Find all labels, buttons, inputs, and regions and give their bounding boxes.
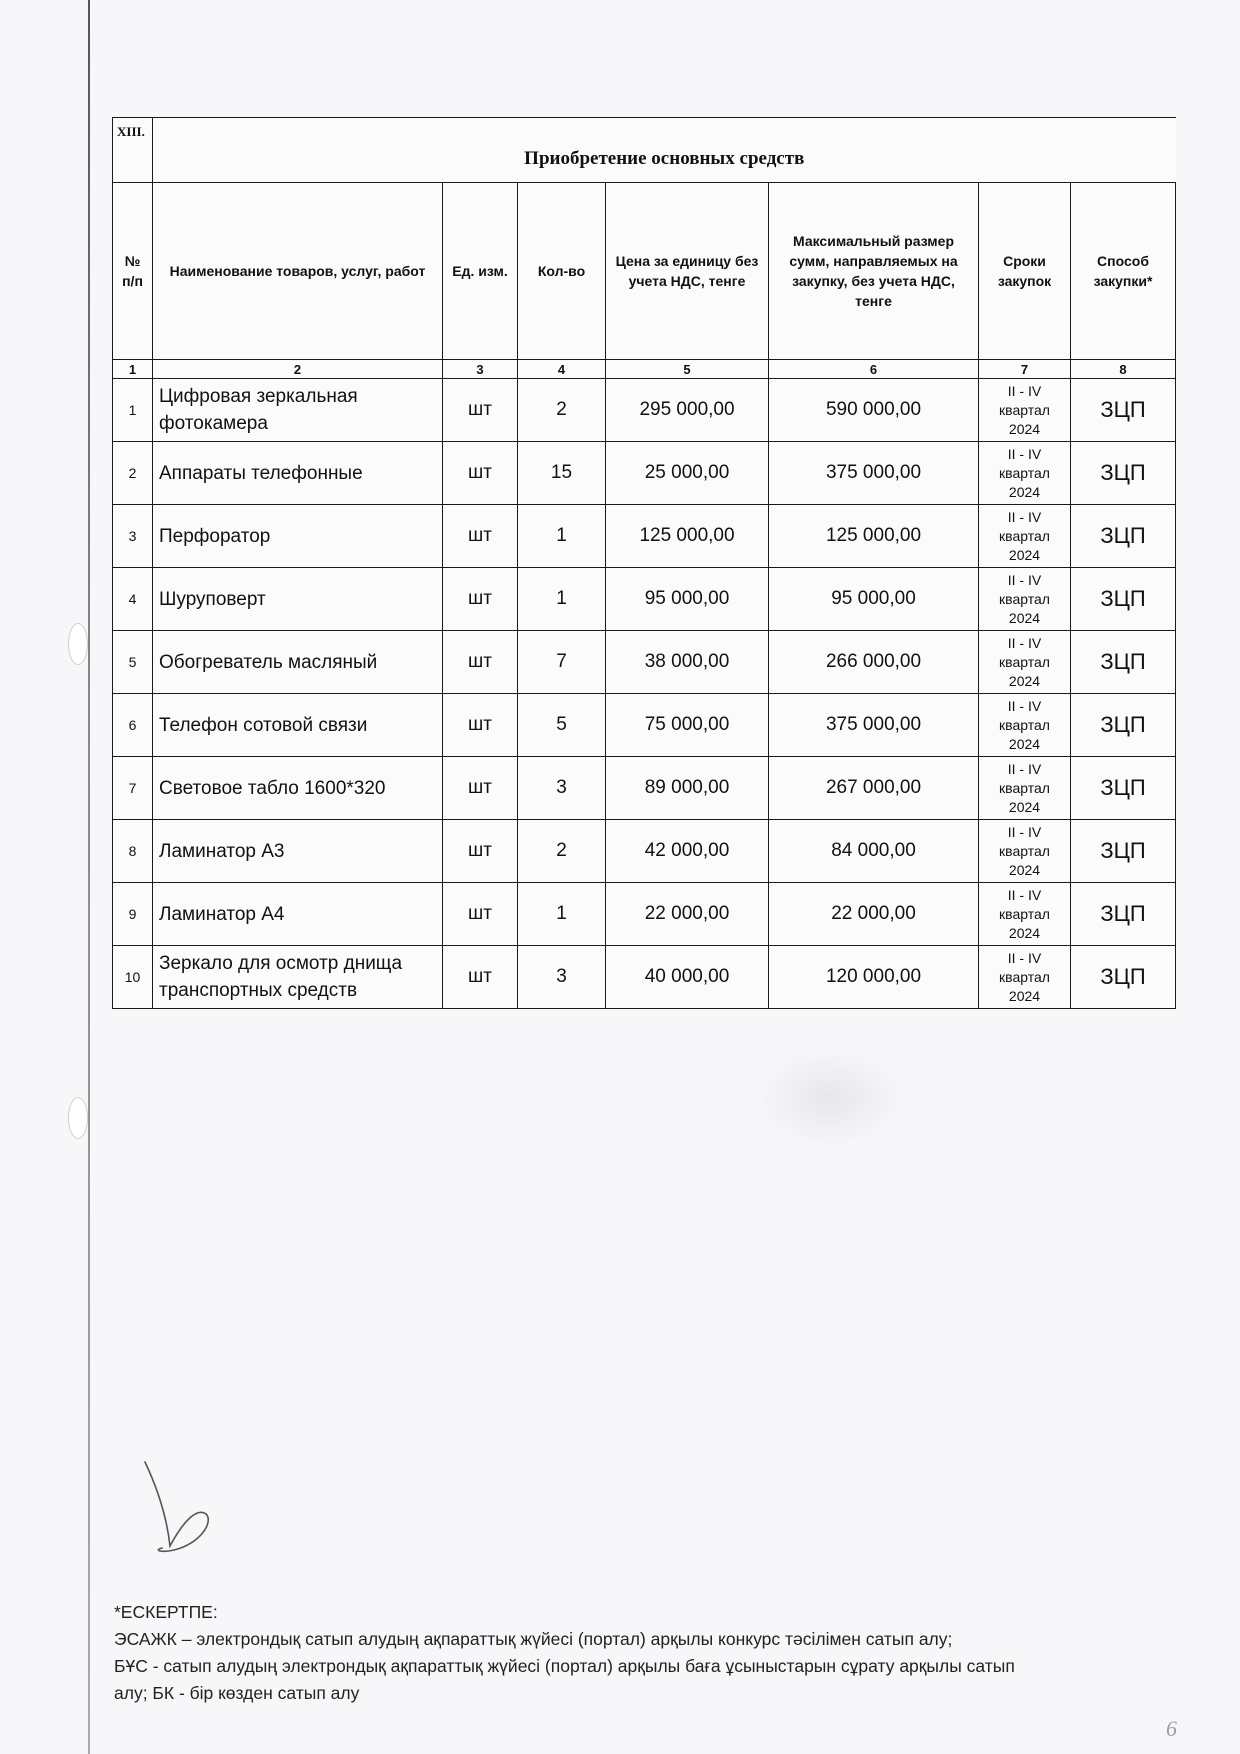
table-row [113,694,1176,757]
procurement-period: II - IV квартал 2024 [979,820,1071,883]
column-number-row [113,360,1176,379]
procurement-table [112,117,1176,1009]
unit: шт [443,946,518,1009]
quantity: 3 [518,757,606,820]
unit: шт [443,505,518,568]
column-header: Способ закупки* [1071,183,1176,360]
column-number: 8 [1071,360,1176,379]
quantity: 7 [518,631,606,694]
row-number: 4 [113,568,153,631]
signature [140,1458,250,1568]
unit: шт [443,568,518,631]
quantity: 15 [518,442,606,505]
row-number: 10 [113,946,153,1009]
item-name: Световое табло 1600*320 [153,757,443,820]
unit-price: 295 000,00 [606,379,769,442]
quantity: 5 [518,694,606,757]
column-number: 7 [979,360,1071,379]
unit-price: 89 000,00 [606,757,769,820]
procurement-method: ЗЦП [1071,946,1176,1009]
row-number: 8 [113,820,153,883]
unit-price: 40 000,00 [606,946,769,1009]
procurement-method: ЗЦП [1071,757,1176,820]
item-name: Перфоратор [153,505,443,568]
quantity: 1 [518,505,606,568]
column-header: № п/п [113,183,153,360]
quantity: 2 [518,820,606,883]
unit: шт [443,442,518,505]
unit: шт [443,820,518,883]
item-name: Ламинатор А3 [153,820,443,883]
procurement-period: II - IV квартал 2024 [979,442,1071,505]
unit: шт [443,757,518,820]
procurement-method: ЗЦП [1071,694,1176,757]
column-number: 4 [518,360,606,379]
procurement-period: II - IV квартал 2024 [979,568,1071,631]
procurement-method: ЗЦП [1071,505,1176,568]
unit-price: 38 000,00 [606,631,769,694]
footnote-line: алу; БК - бір көзден сатып алу [114,1683,360,1703]
footnote [114,1599,1124,1707]
procurement-period: II - IV квартал 2024 [979,883,1071,946]
row-number: 3 [113,505,153,568]
section-row [113,118,1176,183]
total-amount: 375 000,00 [769,442,979,505]
total-amount: 375 000,00 [769,694,979,757]
row-number: 2 [113,442,153,505]
procurement-period: II - IV квартал 2024 [979,694,1071,757]
item-name: Аппараты телефонные [153,442,443,505]
procurement-method: ЗЦП [1071,568,1176,631]
total-amount: 120 000,00 [769,946,979,1009]
table-row [113,946,1176,1009]
table-row [113,883,1176,946]
quantity: 1 [518,568,606,631]
item-name: Ламинатор А4 [153,883,443,946]
unit: шт [443,631,518,694]
column-header: Наименование товаров, услуг, работ [153,183,443,360]
total-amount: 125 000,00 [769,505,979,568]
row-number: 1 [113,379,153,442]
faded-stamp [755,1048,905,1148]
total-amount: 266 000,00 [769,631,979,694]
column-number: 5 [606,360,769,379]
column-header: Сроки закупок [979,183,1071,360]
column-number: 1 [113,360,153,379]
unit: шт [443,883,518,946]
column-number: 6 [769,360,979,379]
table-row [113,505,1176,568]
procurement-method: ЗЦП [1071,820,1176,883]
footnote-title: *ЕСКЕРТПЕ: [114,1602,218,1622]
table-row [113,757,1176,820]
item-name: Телефон сотовой связи [153,694,443,757]
procurement-method: ЗЦП [1071,379,1176,442]
table-row [113,631,1176,694]
header-row [113,183,1176,360]
column-number: 2 [153,360,443,379]
total-amount: 84 000,00 [769,820,979,883]
procurement-method: ЗЦП [1071,883,1176,946]
row-number: 5 [113,631,153,694]
column-header: Ед. изм. [443,183,518,360]
footnote-line: БҰС - сатып алудың электрондық ақпараттық жүйесі (портал) арқылы баға ұсыныстарын сұрату арқылы сатып [114,1656,1015,1676]
total-amount: 22 000,00 [769,883,979,946]
procurement-period: II - IV квартал 2024 [979,946,1071,1009]
column-header: Цена за единицу без учета НДС, тенге [606,183,769,360]
column-header: Кол-во [518,183,606,360]
quantity: 2 [518,379,606,442]
unit-price: 25 000,00 [606,442,769,505]
procurement-period: II - IV квартал 2024 [979,505,1071,568]
total-amount: 590 000,00 [769,379,979,442]
item-name: Зеркало для осмотр днища транспортных средств [153,946,443,1009]
unit-price: 95 000,00 [606,568,769,631]
section-title: Приобретение основных средств [153,118,1176,183]
procurement-period: II - IV квартал 2024 [979,757,1071,820]
procurement-method: ЗЦП [1071,631,1176,694]
unit: шт [443,379,518,442]
table-row [113,820,1176,883]
unit: шт [443,694,518,757]
page-edge [88,0,90,1754]
binder-hole [68,623,88,665]
table-row [113,568,1176,631]
quantity: 3 [518,946,606,1009]
procurement-method: ЗЦП [1071,442,1176,505]
unit-price: 75 000,00 [606,694,769,757]
footnote-line: ЭСАЖК – электрондық сатып алудың ақпараттық жүйесі (портал) арқылы конкурс тәсілімен сатып алу; [114,1629,953,1649]
total-amount: 267 000,00 [769,757,979,820]
unit-price: 42 000,00 [606,820,769,883]
quantity: 1 [518,883,606,946]
column-number: 3 [443,360,518,379]
section-number: XIII. [113,118,153,183]
item-name: Шуруповерт [153,568,443,631]
binder-hole [68,1097,88,1139]
row-number: 6 [113,694,153,757]
unit-price: 22 000,00 [606,883,769,946]
item-name: Цифровая зеркальная фотокамера [153,379,443,442]
table-row [113,442,1176,505]
item-name: Обогреватель масляный [153,631,443,694]
column-header: Максимальный размер сумм, направляемых на закупку, без учета НДС, тенге [769,183,979,360]
row-number: 7 [113,757,153,820]
procurement-period: II - IV квартал 2024 [979,379,1071,442]
page-number: 6 [1166,1716,1177,1741]
procurement-period: II - IV квартал 2024 [979,631,1071,694]
row-number: 9 [113,883,153,946]
unit-price: 125 000,00 [606,505,769,568]
table-row [113,379,1176,442]
total-amount: 95 000,00 [769,568,979,631]
